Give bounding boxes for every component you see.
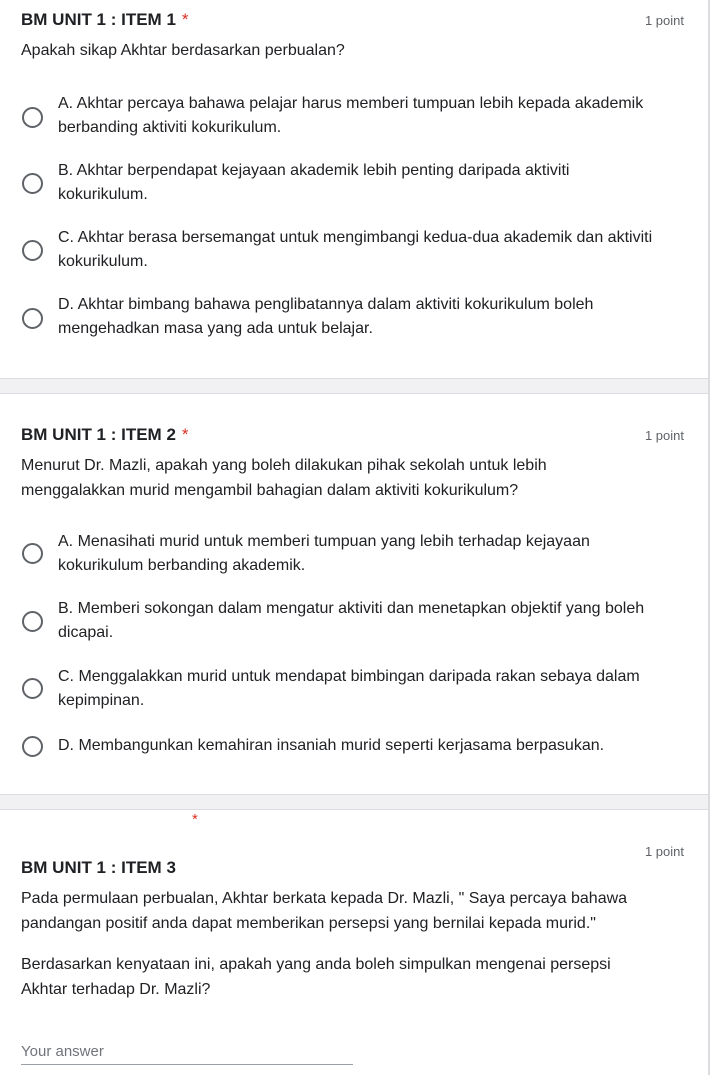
answer-input[interactable] <box>21 1038 353 1065</box>
radio-button[interactable] <box>22 308 43 329</box>
radio-button[interactable] <box>22 543 43 564</box>
option-label[interactable]: B. Akhtar berpendapat kejayaan akademik lebih penting daripada aktiviti kokurikulum. <box>58 162 570 203</box>
question-card-item-3 <box>0 809 708 1076</box>
radio-button[interactable] <box>22 736 43 757</box>
points-label: 1 point <box>644 844 684 859</box>
radio-button[interactable] <box>22 611 43 632</box>
question-title: BM UNIT 1 : ITEM 3 <box>21 858 176 877</box>
option-label[interactable]: A. Menasihati murid untuk memberi tumpuan yang lebih terhadap kejayaan kokurikulum berbanding akademik. <box>58 533 590 574</box>
option-label[interactable]: C. Menggalakkan murid untuk mendapat bimbingan daripada rakan sebaya dalam kepimpinan. <box>58 668 640 709</box>
question-text: Pada permulaan perbualan, Akhtar berkata kepada Dr. Mazli, " Saya percaya bahawa pandangan positif anda dapat memberikan persepsi yang bernilai kepada murid." <box>21 890 628 932</box>
question-card-item-1 <box>0 0 708 378</box>
section-divider <box>0 378 710 393</box>
section-divider <box>0 794 710 809</box>
radio-button[interactable] <box>22 173 43 194</box>
option-label[interactable]: C. Akhtar berasa bersemangat untuk mengimbangi kedua-dua akademik dan aktiviti kokurikulum. <box>58 229 653 270</box>
option-label[interactable]: B. Memberi sokongan dalam mengatur aktiviti dan menetapkan objektif yang boleh dicapai. <box>58 600 645 641</box>
required-asterisk: * <box>181 10 189 29</box>
question-title: BM UNIT 1 : ITEM 2 * <box>21 425 189 444</box>
radio-button[interactable] <box>22 240 43 261</box>
option-label[interactable]: D. Akhtar bimbang bahawa penglibatannya dalam aktiviti kokurikulum boleh mengehadkan masa yang ada untuk belajar. <box>58 296 594 337</box>
question-text-followup: Berdasarkan kenyataan ini, apakah yang anda boleh simpulkan mengenai persepsi Akhtar terhadap Dr. Mazli? <box>21 956 611 998</box>
radio-button[interactable] <box>22 107 43 128</box>
option-label[interactable]: D. Membangunkan kemahiran insaniah murid seperti kerjasama berpasukan. <box>58 737 605 754</box>
required-asterisk: * <box>181 425 189 444</box>
required-asterisk: * <box>192 811 198 828</box>
question-title: BM UNIT 1 : ITEM 1 * <box>21 10 189 29</box>
option-label[interactable]: A. Akhtar percaya bahawa pelajar harus memberi tumpuan lebih kepada akademik berbanding aktiviti kokurikulum. <box>58 95 644 136</box>
question-text: Menurut Dr. Mazli, apakah yang boleh dilakukan pihak sekolah untuk lebih menggalakkan murid mengambil bahagian dalam aktiviti kokurikulum? <box>21 457 547 499</box>
radio-button[interactable] <box>22 678 43 699</box>
question-text: Apakah sikap Akhtar berdasarkan perbualan? <box>21 42 345 59</box>
points-label: 1 point <box>644 428 684 443</box>
question-card-item-2 <box>0 393 708 796</box>
points-label: 1 point <box>644 13 684 28</box>
